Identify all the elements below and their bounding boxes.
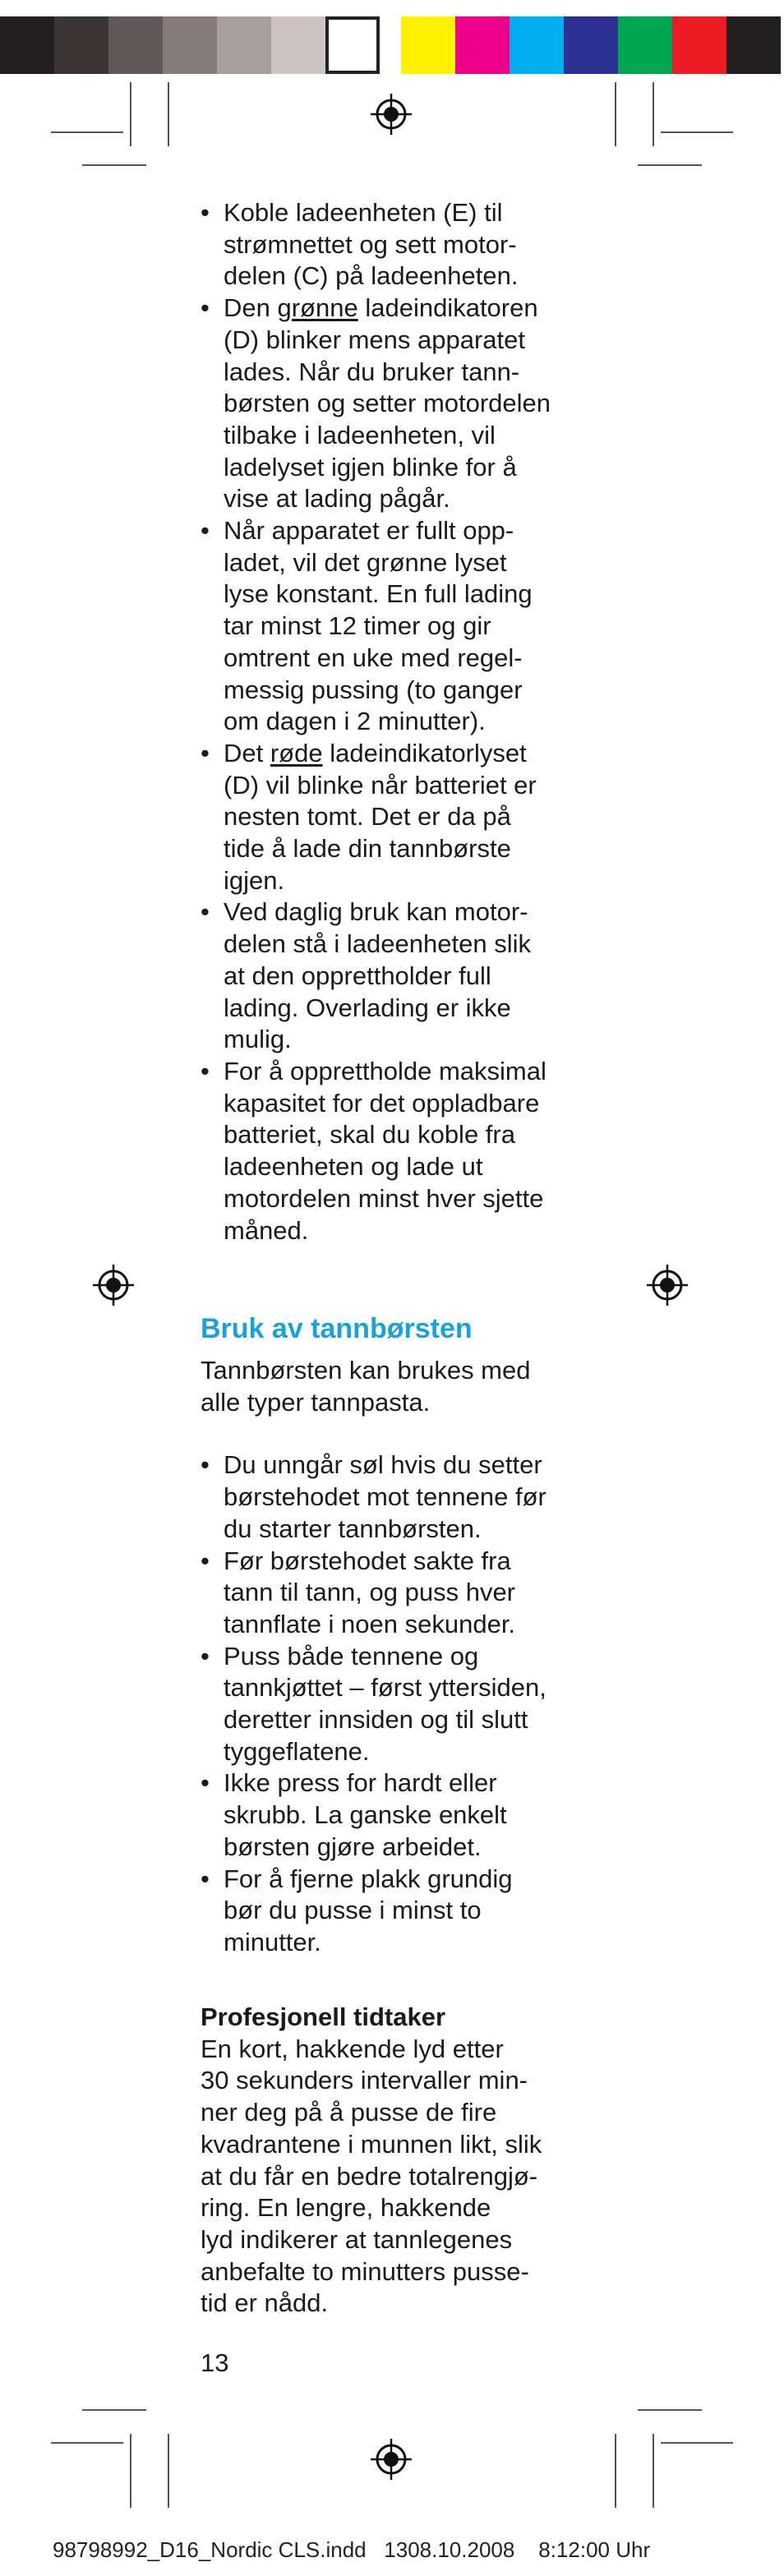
text-line: En kort, hakkende lyd etter	[201, 2034, 504, 2063]
usage-bullet-item	[201, 1864, 587, 1959]
text-line: ladet, vil det grønne lyset	[224, 547, 507, 577]
text-line: at du får en bedre totalrengjø-	[201, 2161, 538, 2191]
text-line: delen stå i ladeenheten slik	[224, 929, 531, 959]
text-line: tannkjøttet – først yttersiden,	[224, 1673, 546, 1703]
usage-bullet-item	[201, 1449, 587, 1545]
gray-swatch	[54, 16, 108, 74]
text-line: om dagen i 2 minutter).	[224, 707, 486, 736]
charging-bullet-item	[201, 738, 587, 897]
charging-section	[201, 197, 587, 1247]
text-line: • Ved daglig bruk kan motor-	[224, 897, 528, 927]
crop-mark	[615, 82, 616, 146]
text-line: børstehodet mot tennene før	[224, 1482, 546, 1512]
text-line: (D) blinker mens apparatet	[224, 325, 525, 354]
crop-mark	[82, 164, 146, 166]
underlined-word: røde	[270, 738, 323, 767]
crop-mark	[51, 2442, 123, 2444]
charging-bullet-item	[201, 515, 587, 738]
text-line: tyggeflatene.	[224, 1736, 370, 1766]
text-line: lyd indikerer at tannlegenes	[201, 2224, 513, 2254]
text-line: at den opprettholder full	[224, 961, 491, 990]
text-line: tann til tann, og puss hver	[224, 1578, 516, 1607]
text-line: omtrent en uke med regel-	[224, 643, 523, 672]
text-line: batteriet, skal du koble fra	[224, 1120, 515, 1150]
gray-swatch	[217, 16, 271, 74]
process-color-swatch	[672, 16, 726, 74]
text-line: ring. En lengre, hakkende	[201, 2193, 491, 2223]
text-line: mulig.	[224, 1025, 292, 1054]
crop-mark	[130, 2434, 131, 2508]
usage-section	[201, 1312, 587, 1959]
text-line: nesten tomt. Det er da på	[224, 802, 511, 832]
text-line: • Ikke press for hardt eller	[224, 1768, 497, 1798]
text-line: strømnettet og sett motor-	[224, 229, 517, 259]
text-line: • Når apparatet er fullt opp-	[224, 516, 514, 546]
text-line: alle typer tannpasta.	[201, 1387, 431, 1417]
page-number: 13	[201, 2348, 229, 2378]
process-color-swatch	[401, 16, 455, 74]
text-line: 30 sekunders intervaller min-	[201, 2066, 528, 2095]
text-line: (D) vil blinke når batteriet er	[224, 770, 537, 800]
text-line: Tannbørsten kan brukes med	[201, 1356, 531, 1385]
crop-mark	[168, 2434, 169, 2508]
text-line: ner deg på å pusse de fire	[201, 2098, 497, 2127]
crop-mark	[653, 2434, 654, 2508]
text-line: tannflate i noen sekunder.	[224, 1609, 516, 1638]
text-line: bør du pusse i minst to	[224, 1896, 482, 1925]
color-calibration-bar	[0, 16, 784, 74]
text-line: kapasitet for det oppladbare	[224, 1088, 540, 1117]
usage-bullet-item	[201, 1767, 587, 1863]
text-line: • Før børstehodet sakte fra	[224, 1546, 511, 1575]
charging-bullet-list	[201, 197, 587, 1247]
gray-swatch	[108, 16, 163, 74]
charging-bullet-item	[201, 896, 587, 1056]
text-line: vise at lading pågår.	[224, 484, 450, 514]
text-line: • Du unngår søl hvis du setter	[224, 1450, 542, 1480]
gray-swatch	[325, 16, 380, 74]
slug-date: 08.10.2008	[408, 2537, 515, 2562]
usage-bullet-item	[201, 1641, 587, 1768]
text-line: deretter innsiden og til slutt	[224, 1705, 528, 1735]
text-line: tide å lade din tannbørste	[224, 834, 511, 864]
section-intro	[201, 1355, 587, 1418]
timer-paragraph	[201, 2034, 587, 2320]
text-line: ladeenheten og lade ut	[224, 1152, 483, 1182]
crop-mark	[51, 131, 123, 133]
charging-bullet-item	[201, 1056, 587, 1247]
text-line: lyse konstant. En full lading	[224, 579, 533, 609]
slug-page: 13	[384, 2537, 408, 2562]
text-line: • Koble ladeenheten (E) til	[224, 198, 503, 227]
text-line: tid er nådd.	[201, 2288, 329, 2318]
registration-mark-icon	[370, 2438, 413, 2481]
crop-mark	[661, 2442, 733, 2444]
crop-mark	[638, 2409, 702, 2411]
text-line: lading. Overlading er ikke	[224, 993, 511, 1022]
crop-mark	[653, 82, 654, 146]
print-slug	[53, 2537, 650, 2563]
text-line: • Det røde ladeindikatorlyset	[224, 738, 527, 767]
usage-bullet-list	[201, 1449, 587, 1958]
underlined-word: grønne	[277, 293, 358, 323]
text-line: • Puss både tennene og	[224, 1641, 479, 1670]
crop-mark	[615, 2434, 616, 2508]
process-color-swatch	[564, 16, 618, 74]
section-heading: Bruk av tannbørsten	[201, 1313, 473, 1344]
slug-time: 8:12:00 Uhr	[538, 2537, 651, 2562]
text-line: igjen.	[224, 865, 285, 895]
process-color-swatch	[510, 16, 564, 74]
crop-mark	[168, 82, 169, 146]
text-line: kvadrantene i munnen likt, slik	[201, 2129, 542, 2159]
text-line: • For å fjerne plakk grundig	[224, 1864, 513, 1893]
process-color-swatch	[455, 16, 510, 74]
crop-mark	[82, 2409, 146, 2411]
registration-mark-icon	[370, 93, 413, 136]
gray-swatch	[271, 16, 325, 74]
text-line: delen (C) på ladeenheten.	[224, 261, 519, 291]
slug-filename: 98798992_D16_Nordic CLS.indd	[53, 2537, 367, 2562]
crop-mark	[638, 164, 702, 166]
text-line: tar minst 12 timer og gir	[224, 611, 491, 641]
text-line: anbefalte to minutters pusse-	[201, 2256, 529, 2286]
text-line: minutter.	[224, 1927, 321, 1956]
charging-bullet-item	[201, 293, 587, 515]
timer-heading: Profesjonell tidtaker	[201, 2002, 446, 2031]
text-line: måned.	[224, 1215, 309, 1245]
gray-swatch	[0, 16, 54, 74]
usage-bullet-item	[201, 1546, 587, 1641]
text-line: børsten gjøre arbeidet.	[224, 1832, 482, 1861]
text-line: du starter tannbørsten.	[224, 1514, 482, 1543]
charging-bullet-item	[201, 197, 587, 293]
gray-swatch	[163, 16, 217, 74]
text-line: lades. Når du bruker tann-	[224, 357, 520, 386]
timer-section	[201, 2002, 587, 2379]
process-color-swatch	[726, 16, 781, 74]
text-line: tilbake i ladeenheten, vil	[224, 420, 496, 449]
text-line: børsten og setter motordelen	[224, 389, 551, 418]
text-line: ladelyset igjen blinke for å	[224, 452, 517, 482]
registration-mark-icon	[92, 1264, 135, 1306]
text-line: skrubb. La ganske enkelt	[224, 1800, 507, 1830]
crop-mark	[130, 82, 131, 146]
process-color-swatch	[618, 16, 672, 74]
text-line: • Den grønne ladeindikatoren	[224, 293, 538, 323]
text-line: motordelen minst hver sjette	[224, 1183, 544, 1213]
text-line: messig pussing (to ganger	[224, 675, 523, 704]
crop-mark	[661, 131, 733, 133]
text-line: • For å opprettholde maksimal	[224, 1056, 546, 1085]
registration-mark-icon	[646, 1264, 689, 1306]
